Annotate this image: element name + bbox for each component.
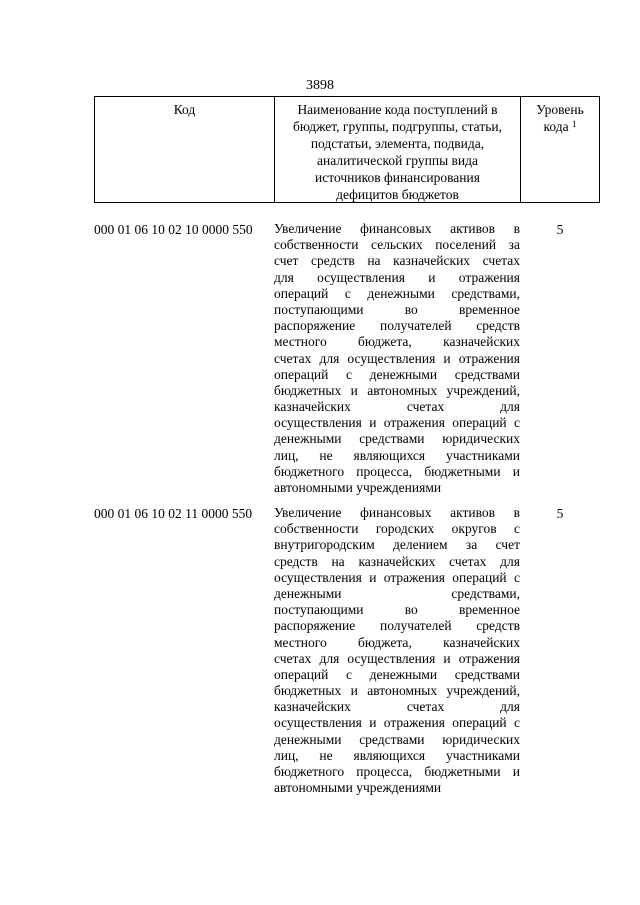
header-level-footnote: 1 (571, 119, 577, 129)
row-code: 000 01 06 10 02 10 0000 550 (94, 222, 253, 237)
header-level-line1: Уровень (536, 102, 584, 117)
header-code-cell: Код (95, 97, 275, 202)
row-description: Увеличение финансовых активов в собственности городских округов с внутригородским делением за счет средств на казначейских счетах для осуществления и отражения операций с денежными средствами, поступающими во временное распоряжение получателей средств местного бюджета, казначейских счетах для осуществления и отражения операций с денежными средствами бюджетных и автономных учреждений, казначейских счетах для осуществления и отражения операций с денежными средствами юридических лиц, не являющихся участниками бюджетного процесса, бюджетными и автономными учреждениями (274, 505, 520, 796)
header-level-cell (521, 97, 599, 202)
row-level: 5 (556, 506, 564, 521)
row-level: 5 (556, 222, 564, 237)
row-description: Увеличение финансовых активов в собственности сельских поселений за счет средств на казначейских счетах для осуществления и отражения операций с денежными средствами, поступающими во временное распоряжение получателей средств местного бюджета, казначейских счетах для осуществления и отражения операций с денежными средствами бюджетных и автономных учреждений, казначейских счетах для осуществления и отражения операций с денежными средствами юридических лиц, не являющихся участниками бюджетного процесса, бюджетными и автономными учреждениями (274, 221, 520, 495)
row-code: 000 01 06 10 02 11 0000 550 (94, 506, 253, 521)
table-header (94, 96, 600, 203)
header-level-line2: кода (543, 119, 569, 134)
header-name-cell: Наименование кода поступлений в бюджет, группы, подгруппы, статьи, подстатьи, элемента, подвида, аналитической группы вида источников финансирования дефицитов бюджетов (275, 97, 521, 202)
page-number: 3898 (306, 78, 334, 93)
